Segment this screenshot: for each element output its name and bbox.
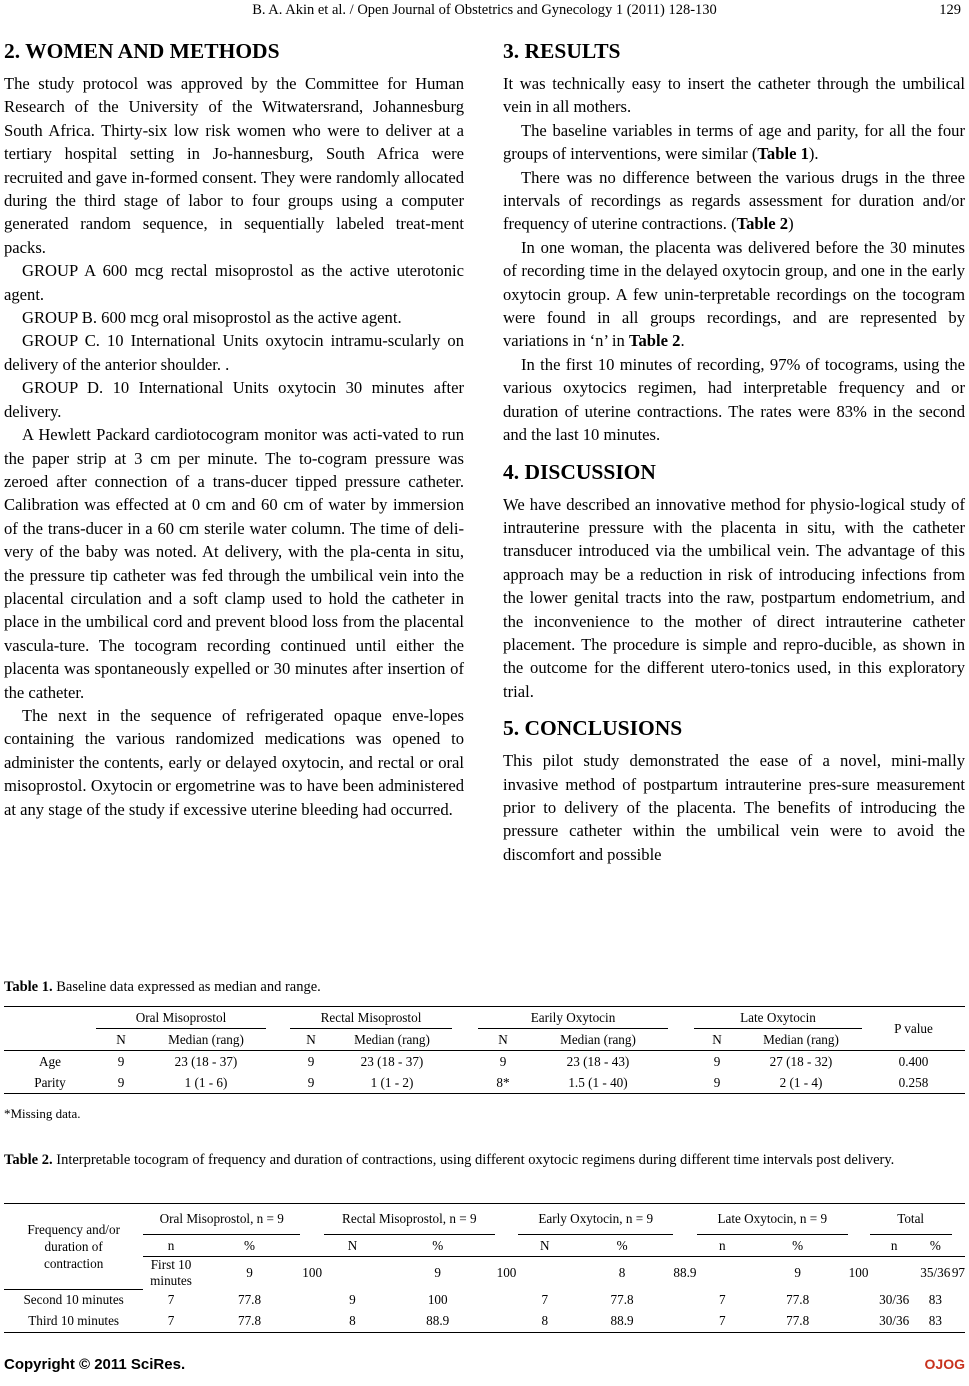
table-cell: 100 bbox=[302, 1265, 323, 1280]
results-paragraph-1: It was technically easy to insert the catheter through the umbilical vein in all mothers. bbox=[503, 74, 965, 117]
table-cell: 23 (18 - 43) bbox=[566, 1053, 630, 1069]
table-cell: 88.9 bbox=[673, 1265, 697, 1280]
table-1 bbox=[4, 1006, 965, 1094]
table-1-group-header: Rectal Misoprostol bbox=[290, 1007, 452, 1029]
methods-paragraph-monitor: A Hewlett Packard cardiotocogram monitor was acti-vated to run the paper strip at 3 cm per minute. The to-cogram pressure was zeroed after connection of a trans-ducer tipped pressure catheter. Calibration was effected at 0 cm and 60 cm of water by immersion of the trans-ducer in a 60 cm sterile water column. The time of deli-very of the baby was noted. At delivery, with the pla-centa in situ, the pressure tip catheter was fed through the umbilical vein into the placental circulation and a soft clamp used to hold the catheter in place in the umbilical cord and prevent blood loss from the placental vascula-ture. The tocogram recording continued until either the placenta was spontaneously expelled or 30 minutes after insertion of the catheter. bbox=[4, 425, 464, 702]
table-cell: 9 bbox=[499, 1053, 507, 1069]
left-column bbox=[4, 36, 464, 821]
table-2-subheader: % bbox=[792, 1237, 804, 1253]
table-cell: 9 bbox=[246, 1265, 253, 1280]
table-1-caption: Table 1. Baseline data expressed as median and range. bbox=[4, 979, 321, 995]
table-cell: First 10 minutes bbox=[150, 1257, 192, 1288]
discussion-paragraph: We have described an innovative method for physio-logical study of intrauterine pressure with the placenta in situ, with the catheter transducer introduced via the umbilical vein. The advantage of this approach may be a reduction in risk of introducing infections from the lower genital tracts into the raw, postpartum endometrium, and the inconvenience to the mother of direct intrauterine catheter placement. The procedure is simple and repro-ducible, as shown in the outcome for the different utero-tonics used, in this exploratory trial. bbox=[503, 494, 965, 701]
table-cell: 7 bbox=[167, 1313, 175, 1328]
table-cell: Parity bbox=[34, 1074, 66, 1090]
section-heading-conclusions: 5. CONCLUSIONS bbox=[503, 716, 683, 741]
results-paragraph-4: In one woman, the placenta was delivered before the 30 minutes of recording time in the delayed oxytocin group, and one in the early oxytocin group. A few unin-terpretable recordings on the tocogram were found in all groups recordings, and are represented by variations in ‘n’ in Table 2. bbox=[503, 237, 965, 351]
table-cell: 9 bbox=[713, 1053, 721, 1069]
table-2-rowhead: Frequency and/or duration of contraction bbox=[4, 1204, 143, 1290]
right-column bbox=[503, 36, 965, 866]
conclusions-paragraph: This pilot study demonstrated the ease of a novel, mini-mally invasive method of postpartum intrauterine pres-sure measurement prior to delivery of the placenta. The benefits of introducing the pressure catheter within the umbilical vein were to avoid the discomfort and possible bbox=[503, 751, 965, 864]
section-heading-methods: 2. WOMEN AND METHODS bbox=[4, 39, 280, 63]
table-cell: 27 (18 - 32) bbox=[769, 1053, 833, 1069]
table-cell: 77.8 bbox=[237, 1313, 262, 1328]
methods-paragraph-1: The study protocol was approved by the Committee for Human Research of the University of the Witwatersrand, Johannesburg South Africa. Thirty-six low risk women who were to deliver at a tertiary hospital setting in Jo-hannesburg, South Africa were recruited and gave in-formed consent. They were randomly allocated during the third stage of labor to four groups using a computer generated random sequence, in sequentially labeled treat-ment packs. bbox=[4, 74, 464, 257]
table-cell: 100 bbox=[848, 1265, 869, 1280]
table-2-subheader: % bbox=[616, 1237, 628, 1253]
table-cell: 0.258 bbox=[898, 1074, 929, 1090]
table-2-group-header: Rectal Misoprostol, n = 9 bbox=[324, 1204, 494, 1235]
table-cell: 8 bbox=[349, 1313, 356, 1328]
table-cell: 9 bbox=[307, 1053, 315, 1069]
table-1-subheader: N bbox=[306, 1031, 316, 1047]
section-heading-results: 3. RESULTS bbox=[503, 39, 621, 63]
table-cell: 83 bbox=[928, 1291, 942, 1307]
table-cell: 9 bbox=[349, 1291, 356, 1307]
table-cell: 88.9 bbox=[610, 1313, 634, 1328]
table-cell: 9 bbox=[117, 1053, 125, 1069]
table-1-subheader: N bbox=[712, 1031, 722, 1047]
table-cell: 100 bbox=[496, 1265, 517, 1280]
table-cell: 97 bbox=[951, 1265, 965, 1280]
table-cell: 35/36 bbox=[920, 1265, 951, 1280]
table-cell: 9 bbox=[434, 1265, 442, 1280]
table-1-pvalue-header: P value bbox=[862, 1007, 965, 1051]
table-1-footnote: *Missing data. bbox=[4, 1106, 81, 1121]
section-heading-discussion: 4. DISCUSSION bbox=[503, 459, 656, 484]
table-cell: 23 (18 - 37) bbox=[360, 1053, 424, 1069]
table-2-subheader: n bbox=[167, 1237, 175, 1253]
table-1-subheader: N bbox=[116, 1031, 126, 1047]
table-2-group-header: Total bbox=[870, 1204, 952, 1235]
table-1-subheader: Median (rang) bbox=[168, 1031, 244, 1047]
table-cell: 77.8 bbox=[786, 1291, 810, 1307]
table-cell: 23 (18 - 37) bbox=[174, 1053, 238, 1069]
page-number: 129 bbox=[939, 2, 961, 18]
table-cell: 77.8 bbox=[786, 1313, 810, 1328]
table-2 bbox=[4, 1203, 965, 1333]
table-1-subheader: Median (rang) bbox=[763, 1031, 839, 1047]
table-2-subheader: N bbox=[540, 1237, 550, 1253]
table-cell: 9 bbox=[307, 1074, 315, 1090]
table-2-subheader: % bbox=[432, 1237, 444, 1253]
table-1-subheader: Median (rang) bbox=[354, 1031, 430, 1047]
table-cell: 8* bbox=[496, 1074, 510, 1090]
group-c-paragraph: GROUP C. 10 International Units oxytocin intramu-scularly on delivery of the anterior shoulder. . bbox=[4, 331, 464, 374]
table-1-group-header: Oral Misoprostol bbox=[96, 1007, 266, 1029]
table-cell: Third 10 minutes bbox=[28, 1313, 120, 1328]
table-2-subheader: n bbox=[890, 1237, 898, 1253]
table-1-group-header: Late Oxytocin bbox=[694, 1007, 862, 1029]
table-2-group-header: Late Oxytocin, n = 9 bbox=[697, 1204, 848, 1235]
table-2-subheader: % bbox=[929, 1237, 941, 1253]
table-2-group-header: Early Oxytocin, n = 9 bbox=[518, 1204, 673, 1235]
journal-abbreviation: OJOG bbox=[924, 1356, 965, 1372]
results-paragraph-5: In the first 10 minutes of recording, 97% of tocograms, using the various oxytocics regimen, had interpretable frequency and or duration of uterine contractions. The rates were 83% in the second and the last 10 minutes. bbox=[503, 354, 965, 445]
table-cell: 9 bbox=[794, 1265, 801, 1280]
table-row bbox=[4, 1311, 965, 1333]
table-cell: 7 bbox=[719, 1291, 726, 1307]
table-cell: 1 (1 - 2) bbox=[370, 1074, 414, 1090]
table-cell: 83 bbox=[928, 1313, 942, 1328]
table-cell: 77.8 bbox=[610, 1291, 634, 1307]
table-cell: 30/36 bbox=[879, 1313, 910, 1328]
running-header bbox=[0, 0, 969, 24]
group-a-paragraph: GROUP A 600 mcg rectal misoprostol as the active uterotonic agent. bbox=[4, 261, 464, 304]
table-cell: 100 bbox=[427, 1291, 448, 1307]
table-2-caption: Table 2. Interpretable tocogram of frequency and duration of contractions, using different oxytocic regimens during different time intervals post delivery. bbox=[4, 1152, 895, 1168]
table-cell: 1 (1 - 6) bbox=[184, 1074, 228, 1090]
table-1-ref: Table 1 bbox=[757, 144, 809, 164]
table-1-subheader: Median (rang) bbox=[560, 1031, 636, 1047]
table-cell: 77.8 bbox=[237, 1291, 262, 1307]
table-1-group-header: Earily Oxytocin bbox=[478, 1007, 668, 1029]
table-cell: Age bbox=[39, 1053, 61, 1069]
table-cell: 30/36 bbox=[879, 1291, 910, 1307]
results-paragraph-2: The baseline variables in terms of age and parity, for all the four groups of interventions, were similar (Table 1). bbox=[503, 120, 965, 164]
table-cell: 88.9 bbox=[426, 1313, 450, 1328]
table-2-subheader: N bbox=[347, 1237, 358, 1253]
copyright-notice: Copyright © 2011 SciRes. bbox=[4, 1356, 186, 1373]
methods-paragraph-envelopes: The next in the sequence of refrigerated opaque enve-lopes containing the various randomized medications was opened to administer the contents, early or delayed oxytocin, and rectal or oral misoprostol. Oxytocin or ergometrine was to have been administered at any stage of the study if excessive uterine bleeding had occurred. bbox=[4, 705, 464, 819]
results-paragraph-3: There was no difference between the various drugs in the three intervals of recordings as regards assessment for duration and/or frequency of uterine contractions. (Table 2) bbox=[503, 167, 965, 234]
table-cell: 1.5 (1 - 40) bbox=[568, 1074, 628, 1090]
table-cell: 0.400 bbox=[898, 1053, 929, 1069]
table-row bbox=[4, 1257, 965, 1290]
group-d-paragraph: GROUP D. 10 International Units oxytocin 30 minutes after delivery. bbox=[4, 378, 464, 421]
table-row bbox=[4, 1072, 965, 1094]
table-row bbox=[4, 1051, 965, 1073]
table-row bbox=[4, 1289, 965, 1311]
table-cell: 8 bbox=[541, 1313, 549, 1328]
table-1-subheader: N bbox=[498, 1031, 508, 1047]
table-cell: 7 bbox=[541, 1291, 549, 1307]
table-2-subheader: n bbox=[719, 1237, 726, 1253]
table-cell: 2 (1 - 4) bbox=[779, 1074, 823, 1090]
table-cell: 8 bbox=[618, 1265, 626, 1280]
page-footer bbox=[4, 1356, 965, 1380]
table-2-group-header: Oral Misoprostol, n = 9 bbox=[143, 1204, 300, 1235]
table-cell: 9 bbox=[713, 1074, 721, 1090]
table-2-subheader: % bbox=[244, 1237, 256, 1253]
table-cell: 7 bbox=[719, 1313, 726, 1328]
table-cell: 9 bbox=[117, 1074, 125, 1090]
table-2-ref: Table 2 bbox=[628, 331, 681, 351]
table-cell: 7 bbox=[167, 1291, 175, 1307]
group-b-paragraph: GROUP B. 600 mcg oral misoprostol as the active agent. bbox=[22, 308, 402, 328]
table-2-ref: Table 2 bbox=[736, 214, 789, 234]
table-cell: Second 10 minutes bbox=[23, 1292, 124, 1307]
running-title: B. A. Akin et al. / Open Journal of Obstetrics and Gynecology 1 (2011) 128-130 bbox=[252, 2, 717, 18]
